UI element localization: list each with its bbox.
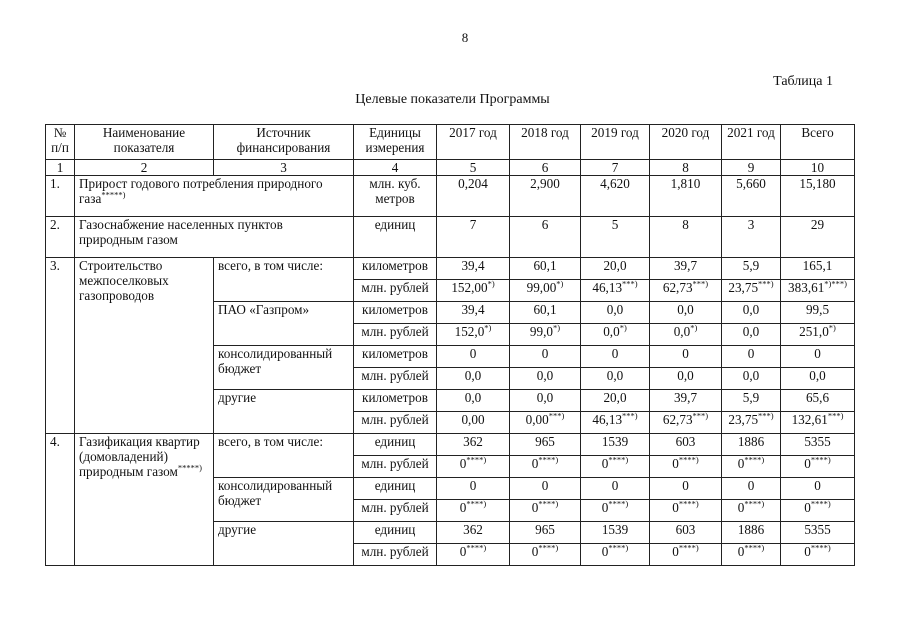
source-cell: всего, в том числе: [214,434,354,478]
value-cell: 0****) [581,544,650,566]
value-cell: 0 [650,346,722,368]
value-cell: 5355 [781,434,855,456]
header-2019: 2019 год [581,125,650,160]
value-cell: 0****) [581,456,650,478]
column-number-row [46,160,855,176]
source-cell: консолидированный бюджет [214,346,354,390]
value-cell: 0****) [781,500,855,522]
row-num: 2. [46,217,75,258]
unit-cell: млн. куб. метров [354,176,437,217]
value-cell: 0,0*) [581,324,650,346]
value-cell: 0 [510,478,581,500]
value-cell: 60,1 [510,258,581,280]
value-cell: 46,13***) [581,280,650,302]
value-cell: 0,0*) [650,324,722,346]
value-cell: 1,810 [650,176,722,217]
value-cell: 1886 [722,522,781,544]
value-cell: 0 [722,346,781,368]
value-cell: 20,0 [581,258,650,280]
value-cell: 1886 [722,434,781,456]
value-cell: 362 [437,522,510,544]
header-2021: 2021 год [722,125,781,160]
value-cell: 0 [437,478,510,500]
indicator-name: Строительство межпоселковых газопроводов [75,258,214,434]
table-row [46,258,855,280]
page-number: 8 [461,30,469,45]
row-num: 4. [46,434,75,566]
value-cell: 39,7 [650,390,722,412]
value-cell: 0****) [722,500,781,522]
value-cell: 2,900 [510,176,581,217]
value-cell: 60,1 [510,302,581,324]
value-cell: 0 [722,478,781,500]
value-cell: 383,61*)***) [781,280,855,302]
unit-cell: километров [354,390,437,412]
value-cell: 0,0 [722,302,781,324]
value-cell: 4,620 [581,176,650,217]
value-cell: 65,6 [781,390,855,412]
value-cell: 0****) [437,500,510,522]
value-cell: 6 [510,217,581,258]
value-cell: 29 [781,217,855,258]
unit-cell: млн. рублей [354,412,437,434]
value-cell: 362 [437,434,510,456]
source-cell: всего, в том числе: [214,258,354,302]
value-cell: 0 [650,478,722,500]
header-source: Источник финансирования [214,125,354,160]
value-cell: 23,75***) [722,412,781,434]
value-cell: 99,0*) [510,324,581,346]
unit-cell: единиц [354,478,437,500]
value-cell: 0,0 [781,368,855,390]
unit-cell: млн. рублей [354,368,437,390]
header-name: Наименование показателя [75,125,214,160]
value-cell: 965 [510,434,581,456]
col-number: 1 [46,160,75,176]
value-cell: 0,00***) [510,412,581,434]
value-cell: 0****) [722,544,781,566]
value-cell: 0 [581,346,650,368]
value-cell: 23,75***) [722,280,781,302]
value-cell: 15,180 [781,176,855,217]
value-cell: 0****) [510,500,581,522]
unit-cell: единиц [354,522,437,544]
value-cell: 0****) [510,456,581,478]
value-cell: 0,0 [581,368,650,390]
header-unit: Единицы измерения [354,125,437,160]
value-cell: 62,73***) [650,412,722,434]
value-cell: 603 [650,522,722,544]
source-cell: ПАО «Газпром» [214,302,354,346]
col-number: 8 [650,160,722,176]
source-cell: другие [214,390,354,434]
header-2020: 2020 год [650,125,722,160]
value-cell: 0,0 [510,368,581,390]
value-cell: 20,0 [581,390,650,412]
col-number: 9 [722,160,781,176]
value-cell: 0,0 [510,390,581,412]
value-cell: 0****) [437,456,510,478]
row-num: 1. [46,176,75,217]
value-cell: 0 [510,346,581,368]
value-cell: 0,0 [650,302,722,324]
value-cell: 0 [781,346,855,368]
unit-cell: млн. рублей [354,456,437,478]
value-cell: 0,0 [722,324,781,346]
value-cell: 5,9 [722,390,781,412]
value-cell: 0 [781,478,855,500]
col-number: 5 [437,160,510,176]
value-cell: 165,1 [781,258,855,280]
value-cell: 0****) [581,500,650,522]
value-cell: 0****) [722,456,781,478]
value-cell: 152,00*) [437,280,510,302]
value-cell: 8 [650,217,722,258]
value-cell: 0****) [510,544,581,566]
value-cell: 0,0 [581,302,650,324]
unit-cell: млн. рублей [354,280,437,302]
value-cell: 62,73***) [650,280,722,302]
col-number: 3 [214,160,354,176]
value-cell: 1539 [581,434,650,456]
target-indicators-table [45,124,855,566]
value-cell: 5 [581,217,650,258]
col-number: 6 [510,160,581,176]
value-cell: 3 [722,217,781,258]
value-cell: 0,00 [437,412,510,434]
value-cell: 0****) [650,500,722,522]
col-number: 4 [354,160,437,176]
value-cell: 0,0 [722,368,781,390]
value-cell: 39,4 [437,258,510,280]
value-cell: 0 [581,478,650,500]
value-cell: 46,13***) [581,412,650,434]
value-cell: 0 [437,346,510,368]
value-cell: 0****) [650,544,722,566]
table-header-row [46,125,855,160]
header-2018: 2018 год [510,125,581,160]
value-cell: 5,660 [722,176,781,217]
table-row [46,217,855,258]
unit-cell: млн. рублей [354,500,437,522]
value-cell: 0****) [650,456,722,478]
value-cell: 39,4 [437,302,510,324]
value-cell: 965 [510,522,581,544]
value-cell: 99,00*) [510,280,581,302]
value-cell: 7 [437,217,510,258]
indicator-name: Газоснабжение населенных пунктов природным газом [75,217,354,258]
row-num: 3. [46,258,75,434]
value-cell: 0****) [437,544,510,566]
header-total: Всего [781,125,855,160]
indicator-name: Прирост годового потребления природного газа*****) [75,176,354,217]
table-row [46,434,855,456]
table-caption: Таблица 1 [773,74,833,89]
value-cell: 5,9 [722,258,781,280]
value-cell: 0****) [781,456,855,478]
table-row [46,176,855,217]
source-cell: другие [214,522,354,566]
header-num: № п/п [46,125,75,160]
value-cell: 152,0*) [437,324,510,346]
unit-cell: млн. рублей [354,324,437,346]
value-cell: 0,204 [437,176,510,217]
col-number: 2 [75,160,214,176]
col-number: 7 [581,160,650,176]
value-cell: 251,0*) [781,324,855,346]
value-cell: 0****) [781,544,855,566]
unit-cell: единиц [354,434,437,456]
value-cell: 5355 [781,522,855,544]
source-cell: консолидированный бюджет [214,478,354,522]
value-cell: 132,61***) [781,412,855,434]
unit-cell: километров [354,302,437,324]
unit-cell: единиц [354,217,437,258]
unit-cell: млн. рублей [354,544,437,566]
col-number: 10 [781,160,855,176]
value-cell: 39,7 [650,258,722,280]
unit-cell: километров [354,346,437,368]
value-cell: 0,0 [650,368,722,390]
value-cell: 603 [650,434,722,456]
value-cell: 0,0 [437,368,510,390]
value-cell: 99,5 [781,302,855,324]
indicator-name: Газификация квартир (домовладений) природным газом*****) [75,434,214,566]
value-cell: 0,0 [437,390,510,412]
value-cell: 1539 [581,522,650,544]
document-title: Целевые показатели Программы [355,92,550,107]
unit-cell: километров [354,258,437,280]
header-2017: 2017 год [437,125,510,160]
